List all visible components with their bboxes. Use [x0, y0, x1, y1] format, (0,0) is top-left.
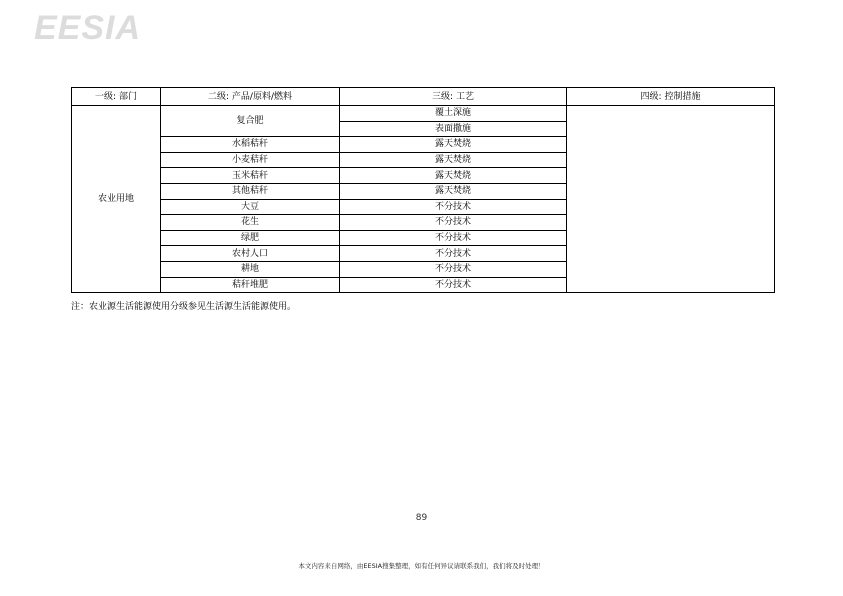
process-cell: 不分技术 — [340, 199, 567, 215]
header-level-4: 四级: 控制措施 — [567, 88, 775, 106]
control-measure-cell — [567, 106, 775, 293]
product-cell: 耕地 — [161, 261, 340, 277]
process-cell: 露天焚烧 — [340, 183, 567, 199]
product-cell: 玉米秸秆 — [161, 168, 340, 184]
process-cell: 不分技术 — [340, 246, 567, 262]
process-cell: 不分技术 — [340, 230, 567, 246]
process-cell: 表面撒施 — [340, 121, 567, 137]
table-row — [72, 106, 775, 122]
process-cell: 露天焚烧 — [340, 137, 567, 153]
sector-cell: 农业用地 — [72, 106, 161, 293]
header-level-3: 三级: 工艺 — [340, 88, 567, 106]
product-cell: 小麦秸秆 — [161, 152, 340, 168]
table-header-row — [72, 88, 775, 106]
process-cell: 不分技术 — [340, 277, 567, 293]
process-cell: 不分技术 — [340, 261, 567, 277]
product-cell: 花生 — [161, 215, 340, 231]
product-cell: 绿肥 — [161, 230, 340, 246]
page-number: 89 — [415, 513, 428, 523]
product-cell: 大豆 — [161, 199, 340, 215]
product-cell: 农村人口 — [161, 246, 340, 262]
process-cell: 覆土深施 — [340, 106, 567, 122]
table-footnote: 注：农业源生活能源使用分级参见生活源生活能源使用。 — [71, 302, 297, 312]
header-level-1: 一级: 部门 — [72, 88, 161, 106]
product-cell: 秸秆堆肥 — [161, 277, 340, 293]
process-cell: 露天焚烧 — [340, 168, 567, 184]
footer-disclaimer: 本文内容来自网络，由EESIA搜集整理，如有任何异议请联系我们，我们将及时处理！ — [298, 562, 545, 570]
product-cell: 其他秸秆 — [161, 183, 340, 199]
eesia-logo: EESIA — [34, 9, 142, 47]
header-level-2: 二级: 产品/原料/燃料 — [161, 88, 340, 106]
process-cell: 露天焚烧 — [340, 152, 567, 168]
product-cell: 水稻秸秆 — [161, 137, 340, 153]
product-cell: 复合肥 — [161, 106, 340, 137]
emission-source-table — [71, 87, 775, 293]
process-cell: 不分技术 — [340, 215, 567, 231]
